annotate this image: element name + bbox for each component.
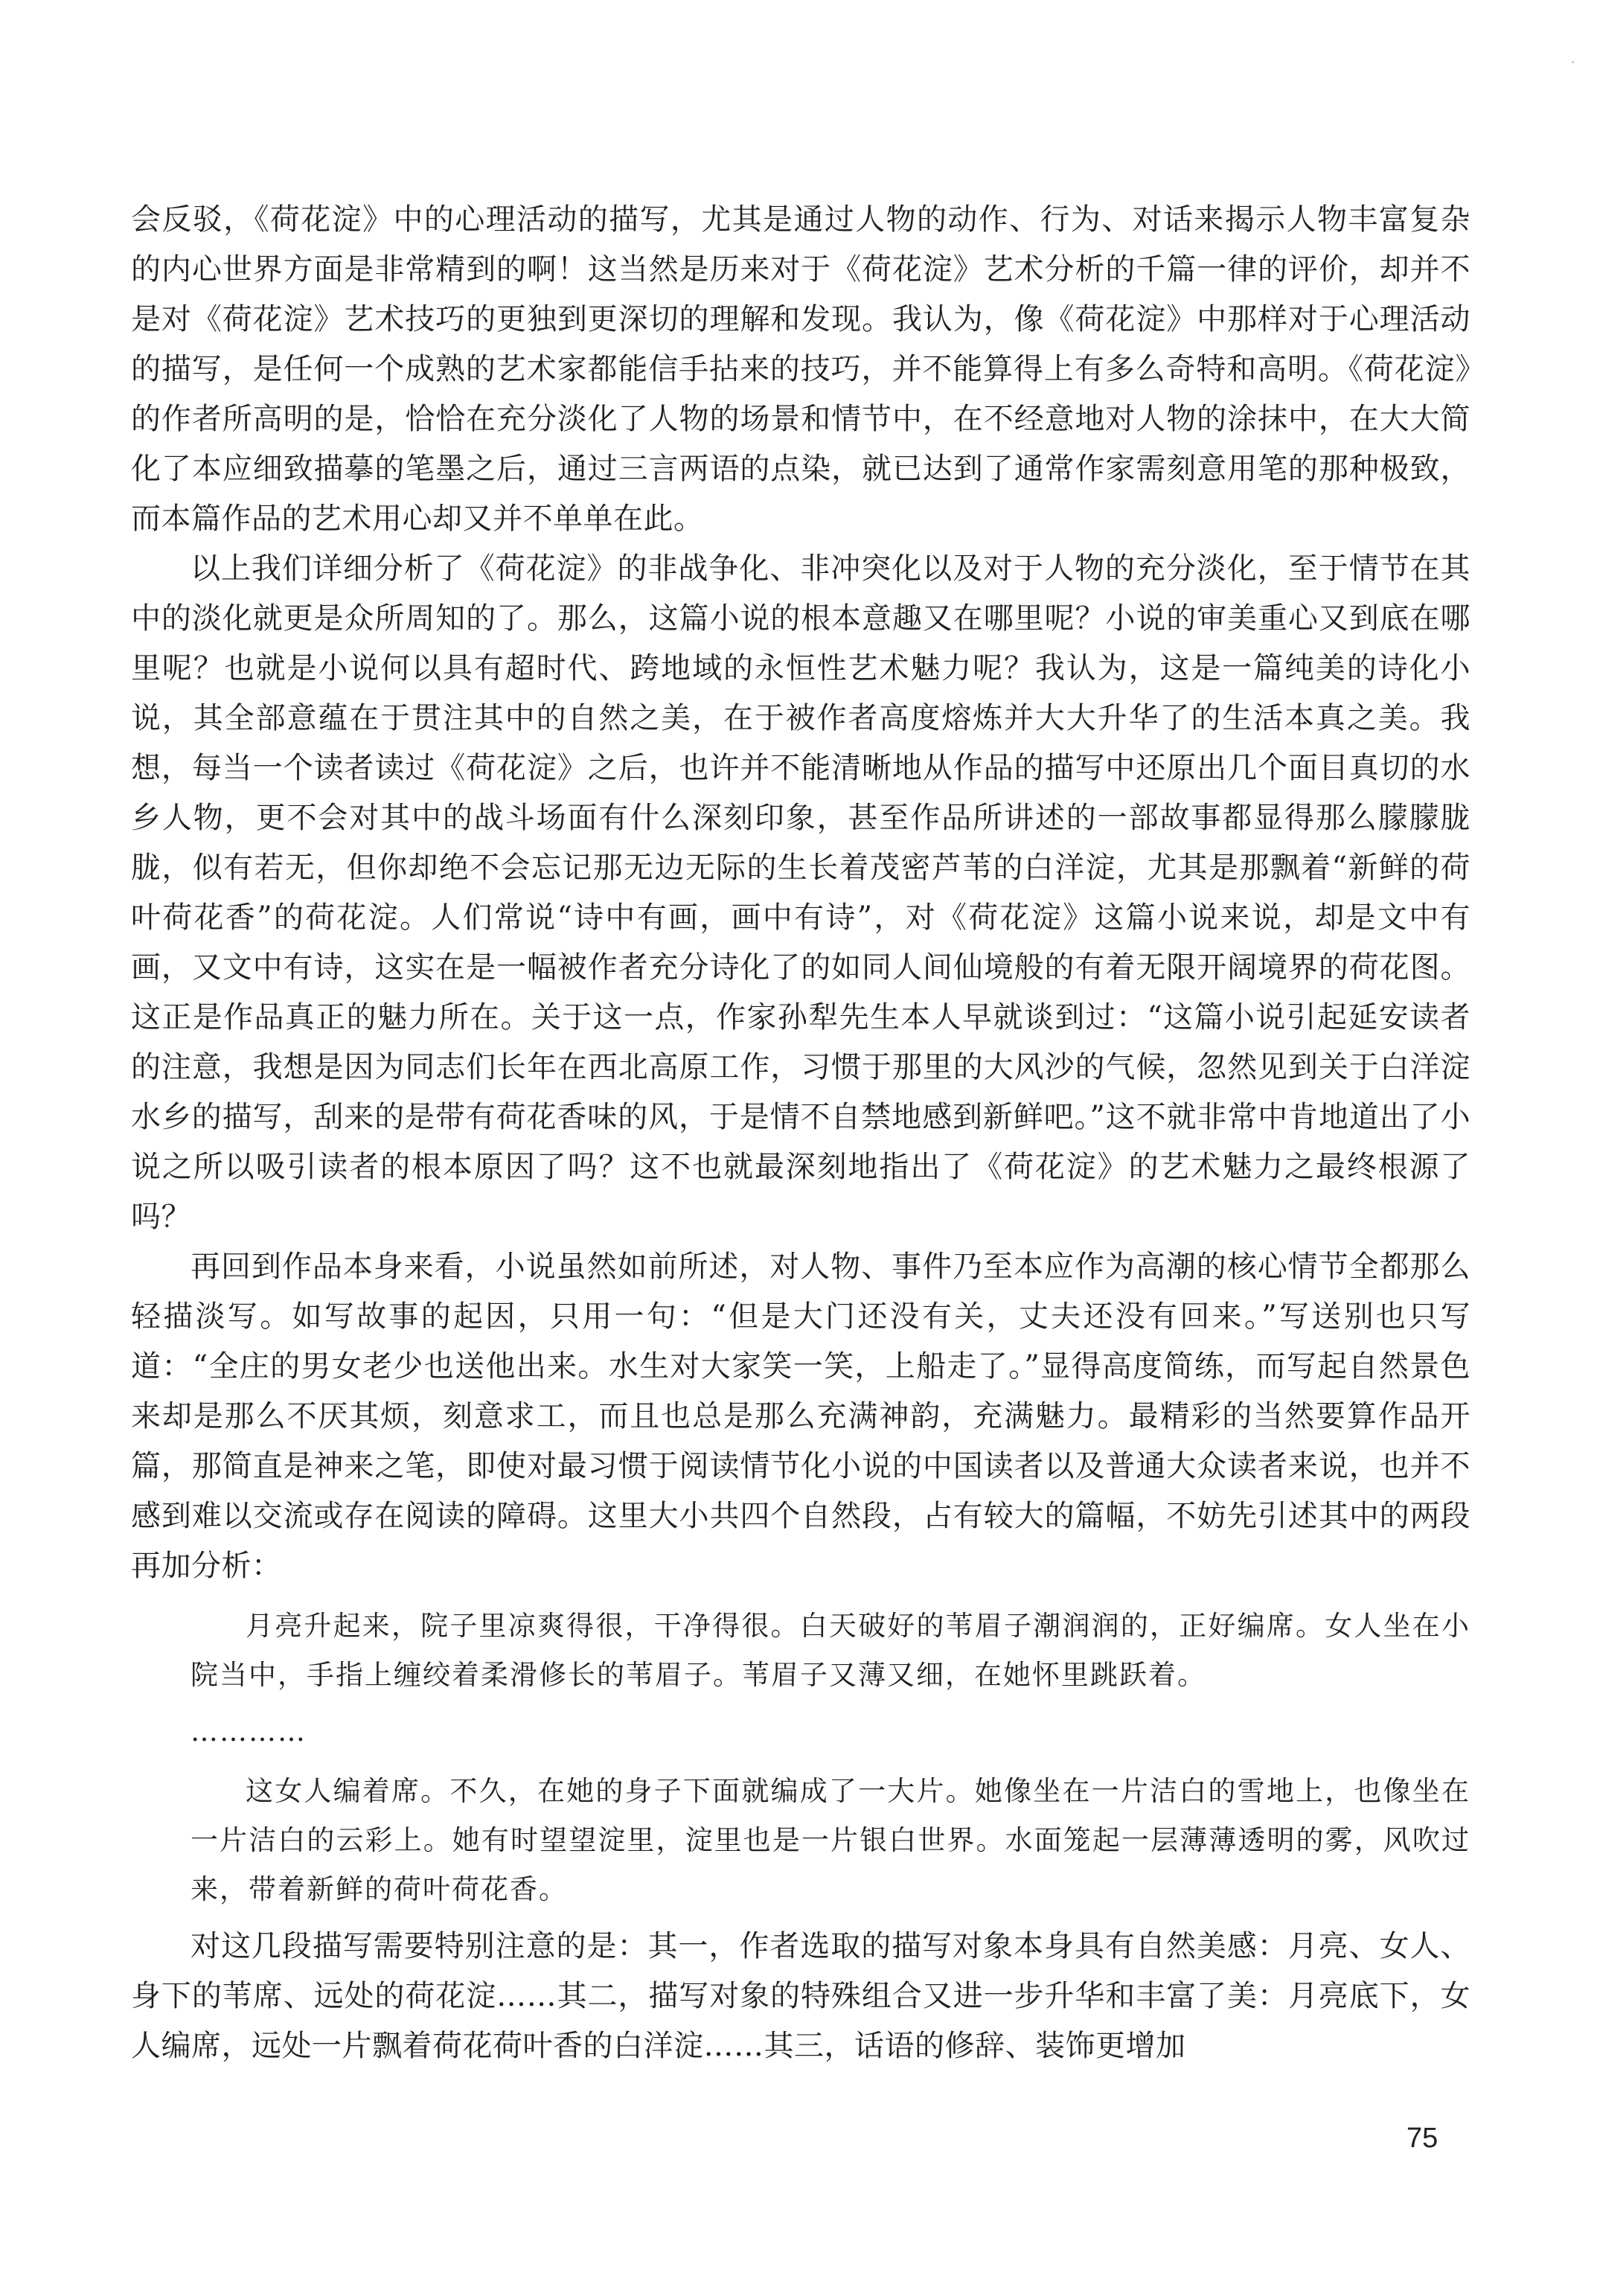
quote-paragraph-weaving: 这女人编着席。不久，在她的身子下面就编成了一大片。她像坐在一片洁白的雪地上，也像坐在一片洁白的云彩上。她有时望望淀里，淀里也是一片银白世界。水面笼起一层薄薄透明的雾，风吹过来，带着新鲜的荷叶荷花香。 [191,1775,1470,1905]
quoted-excerpt [131,1602,1470,1700]
paragraph-closing: 对这几段描写需要特别注意的是：其一，作者选取的描写对象本身具有自然美感：月亮、女人、身下的苇席、远处的荷花淀……其二，描写对象的特殊组合又进一步升华和丰富了美：月亮底下，女人编席，远处一片飘着荷花荷叶香的白洋淀……其三，话语的修辞、装饰更增加 [131,1929,1470,2063]
quote-paragraph-moonrise: 月亮升起来，院子里凉爽得很，干净得很。白天破好的苇眉子潮润润的，正好编席。女人坐在小院当中，手指上缠绞着柔滑修长的苇眉子。苇眉子又薄又细，在她怀里跳跃着。 [191,1610,1470,1691]
paragraph-opening-scene: 再回到作品本身来看，小说虽然如前所述，对人物、事件乃至本应作为高潮的核心情节全都那么轻描淡写。如写故事的起因，只用一句：“但是大门还没有关，丈夫还没有回来。”写送别也只写道：“全庄的男女老少也送他出来。水生对大家笑一笑，上船走了。”显得高度简练，而写起自然景色来却是那么不厌其烦，刻意求工，而且也总是那么充满神韵，充满魅力。最精彩的当然要算作品开篇，那简直是神来之笔，即使对最习惯于阅读情节化小说的中国读者以及普通大众读者来说，也并不感到难以交流或存在阅读的障碍。这里大小共四个自然段，占有较大的篇幅，不妨先引述其中的两段再加分析： [131,1250,1470,1583]
paragraph-analysis: 以上我们详细分析了《荷花淀》的非战争化、非冲突化以及对于人物的充分淡化，至于情节在其中的淡化就更是众所周知的了。那么，这篇小说的根本意趣又在哪里呢？小说的审美重心又到底在哪里呢？也就是小说何以具有超时代、跨地域的永恒性艺术魅力呢？我认为，这是一篇纯美的诗化小说，其全部意蕴在于贯注其中的自然之美，在于被作者高度熔炼并大大升华了的生活本真之美。我想，每当一个读者读过《荷花淀》之后，也许并不能清晰地从作品的描写中还原出几个面目真切的水乡人物，更不会对其中的战斗场面有什么深刻印象，甚至作品所讲述的一部故事都显得那么朦朦胧胧，似有若无，但你却绝不会忘记那无边无际的生长着茂密芦苇的白洋淀，尤其是那飘着“新鲜的荷叶荷花香”的荷花淀。人们常说“诗中有画，画中有诗”，对《荷花淀》这篇小说来说，却是文中有画，又文中有诗，这实在是一幅被作者充分诗化了的如同人间仙境般的有着无限开阔境界的荷花图。这正是作品真正的魅力所在。关于这一点，作家孙犁先生本人早就谈到过：“这篇小说引起延安读者的注意，我想是因为同志们长年在西北高原工作，习惯于那里的大风沙的气候，忽然见到关于白洋淀水乡的描写，刮来的是带有荷花香味的风，于是情不自禁地感到新鲜吧。”这不就非常中肯地道出了小说之所以吸引读者的根本原因了吗？这不也就最深刻地指出了《荷花淀》的艺术魅力之最终根源了吗？ [131,551,1470,1234]
page-number: 75 [1406,2123,1438,2154]
body-text [131,195,1470,2071]
quoted-excerpt-second [131,1767,1470,1914]
quote-ellipsis: ………… [191,1715,307,1747]
scan-mark [1572,61,1574,63]
paragraph-continued: 会反驳，《荷花淀》中的心理活动的描写，尤其是通过人物的动作、行为、对话来揭示人物丰富复杂的内心世界方面是非常精到的啊！这当然是历来对于《荷花淀》艺术分析的千篇一律的评价，却并不是对《荷花淀》艺术技巧的更独到更深切的理解和发现。我认为，像《荷花淀》中那样对于心理活动的描写，是任何一个成熟的艺术家都能信手拈来的技巧，并不能算得上有多么奇特和高明。《荷花淀》的作者所高明的是，恰恰在充分淡化了人物的场景和情节中，在不经意地对人物的涂抹中，在大大简化了本应细致描摹的笔墨之后，通过三言两语的点染，就已达到了通常作家需刻意用笔的那种极致，而本篇作品的艺术用心却又并不单单在此。 [131,202,1470,536]
